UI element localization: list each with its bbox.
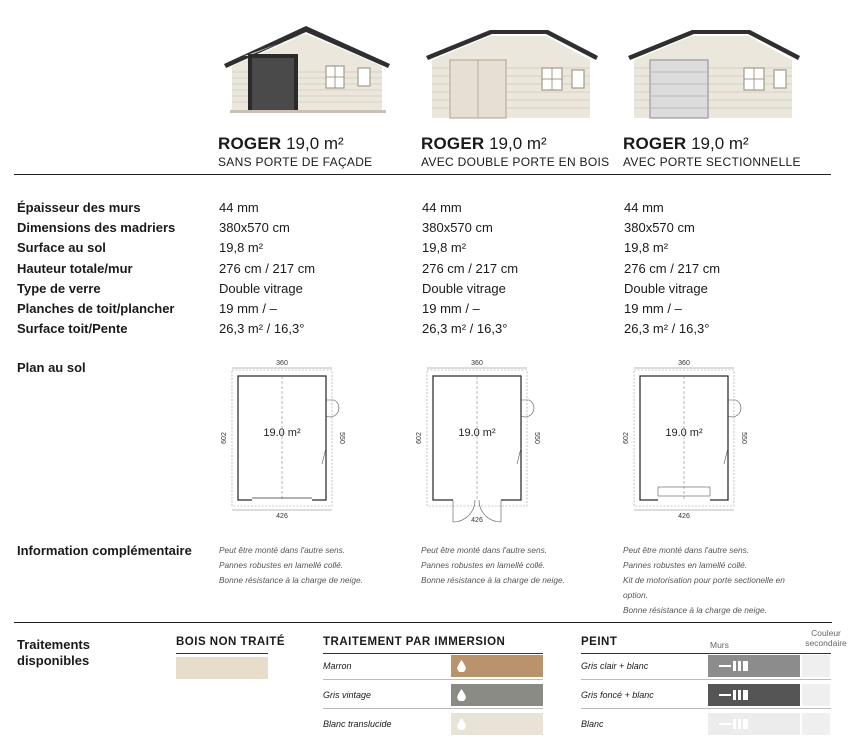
- info-column: [219, 543, 424, 588]
- immersion-marron-label: Marron: [323, 661, 352, 671]
- model-size: 19,0 m²: [691, 134, 749, 153]
- model-header: [218, 134, 418, 169]
- drop-icon: [457, 660, 466, 672]
- row-divider: [581, 679, 831, 680]
- spec-label: Dimensions des madriers: [17, 220, 176, 236]
- model-subtitle: AVEC DOUBLE PORTE EN BOIS: [421, 155, 610, 169]
- spec-row: [17, 200, 837, 220]
- paint-blanc-wall-swatch: [708, 713, 800, 735]
- model-subtitle: SANS PORTE DE FAÇADE: [218, 155, 373, 169]
- paint-blanc-label: Blanc: [581, 719, 604, 729]
- spec-value: 44 mm: [624, 200, 664, 215]
- info-line: Bonne résistance à la charge de neige.: [421, 575, 565, 585]
- plan-inner-label: 550: [338, 432, 345, 444]
- paint-blanc-secondary-swatch: [802, 713, 830, 735]
- plan-inner-label: 550: [740, 432, 747, 444]
- floor-plan-sectional-door: [614, 356, 754, 526]
- plan-inner-label: 550: [533, 432, 540, 444]
- immersion-blanc-translucide-label: Blanc translucide: [323, 719, 392, 729]
- immersion-separator: [323, 653, 543, 654]
- treatments-label: [17, 637, 90, 669]
- drop-icon: [457, 689, 466, 701]
- treatments-label-line: disponibles: [17, 653, 90, 668]
- spec-row: [17, 220, 837, 240]
- plan-bottom-label: 426: [471, 517, 483, 524]
- spec-value: 380x570 cm: [219, 220, 290, 236]
- spec-label: Planches de toit/plancher: [17, 301, 175, 316]
- row-divider: [323, 679, 543, 680]
- plan-depth-label: 602: [623, 432, 630, 444]
- spec-value: Double vitrage: [422, 280, 506, 296]
- model-size: 19,0 m²: [489, 134, 547, 153]
- model-header: [421, 134, 621, 169]
- spec-label: Hauteur totale/mur: [17, 260, 133, 276]
- paint-title: PEINT: [581, 636, 618, 648]
- row-divider: [581, 708, 831, 709]
- spec-value: 276 cm / 217 cm: [219, 260, 316, 276]
- spec-row: [17, 301, 837, 321]
- plan-width-label: 360: [276, 360, 288, 367]
- spec-value: 380x570 cm: [422, 220, 493, 236]
- header-divider: [14, 174, 831, 175]
- paint-murs-label: Murs: [710, 640, 729, 650]
- house-illustration-open: [218, 6, 398, 128]
- paint-separator: [581, 653, 831, 654]
- immersion-title: TRAITEMENT PAR IMMERSION: [323, 636, 506, 648]
- model-size: 19,0 m²: [286, 134, 344, 153]
- spec-value: 380x570 cm: [624, 220, 695, 236]
- paint-roller-icon: [719, 660, 749, 672]
- paint-gris-clair-label: Gris clair + blanc: [581, 661, 649, 671]
- immersion-marron-swatch: [451, 655, 543, 677]
- immersion-blanc-translucide-swatch: [451, 713, 543, 735]
- floor-plan-label: Plan au sol: [17, 360, 86, 375]
- model-header: [623, 134, 823, 169]
- info-line: Peut être monté dans l'autre sens.: [623, 545, 750, 555]
- info-column: [421, 543, 626, 588]
- spec-value: Double vitrage: [219, 280, 303, 296]
- spec-value: 276 cm / 217 cm: [624, 260, 721, 276]
- spec-value: 19 mm / –: [624, 301, 682, 316]
- info-line: Peut être monté dans l'autre sens.: [219, 545, 346, 555]
- info-line: Pannes robustes en lamellé collé.: [219, 560, 344, 570]
- spec-value: 44 mm: [422, 200, 462, 215]
- info-line: Peut être monté dans l'autre sens.: [421, 545, 548, 555]
- spec-value: Double vitrage: [624, 280, 708, 296]
- plan-width-label: 360: [678, 360, 690, 367]
- immersion-gris-vintage-swatch: [451, 684, 543, 706]
- immersion-gris-vintage-label: Gris vintage: [323, 690, 372, 700]
- spec-value: 26,3 m² / 16,3°: [219, 321, 305, 337]
- paint-roller-icon: [719, 689, 749, 701]
- paint-gris-clair-wall-swatch: [708, 655, 800, 677]
- paint-gris-clair-secondary-swatch: [802, 655, 830, 677]
- treatments-divider: [14, 622, 832, 623]
- plan-area-label: 19.0 m²: [458, 427, 496, 439]
- spec-value: 19,8 m²: [219, 240, 264, 256]
- info-line: Pannes robustes en lamellé collé.: [623, 560, 748, 570]
- paint-secondary-label-line: Couleur: [811, 628, 841, 638]
- info-line: Bonne résistance à la charge de neige.: [623, 605, 767, 615]
- paint-gris-fonce-label: Gris foncé + blanc: [581, 690, 654, 700]
- info-line: option.: [623, 590, 648, 600]
- info-label: Information complémentaire: [17, 543, 192, 558]
- spec-label: Type de verre: [17, 280, 101, 296]
- model-name: ROGER: [218, 134, 282, 153]
- model-subtitle: AVEC PORTE SECTIONNELLE: [623, 155, 801, 169]
- spec-value: 19,8 m²: [422, 240, 467, 256]
- plan-width-label: 360: [471, 360, 483, 367]
- house-illustration-double-door: [420, 6, 600, 128]
- spec-value: 276 cm / 217 cm: [422, 260, 519, 276]
- model-name: ROGER: [623, 134, 687, 153]
- untreated-wood-swatch: [176, 657, 268, 679]
- plan-area-label: 19.0 m²: [665, 427, 703, 439]
- floor-plan-double-door: [407, 356, 547, 526]
- paint-secondary-label-line: secondaire: [805, 638, 847, 648]
- untreated-separator: [176, 653, 268, 654]
- paint-gris-fonce-secondary-swatch: [802, 684, 830, 706]
- plan-area-label: 19.0 m²: [263, 427, 301, 439]
- paint-gris-fonce-wall-swatch: [708, 684, 800, 706]
- paint-roller-icon: [719, 718, 749, 730]
- drop-icon: [457, 718, 466, 730]
- floor-plan-open: [212, 356, 352, 526]
- spec-value: 19 mm / –: [219, 301, 277, 316]
- spec-row: [17, 240, 837, 260]
- paint-secondary-label: [800, 628, 852, 648]
- spec-row: [17, 281, 837, 301]
- house-illustration-sectional-door: [622, 6, 802, 128]
- spec-value: 26,3 m² / 16,3°: [422, 321, 508, 337]
- row-divider: [323, 708, 543, 709]
- spec-label: Surface au sol: [17, 240, 106, 256]
- info-line: Kit de motorisation pour porte sectionelle en: [623, 575, 785, 585]
- untreated-title: BOIS NON TRAITÉ: [176, 636, 286, 648]
- model-name: ROGER: [421, 134, 485, 153]
- plan-bottom-label: 426: [678, 513, 690, 520]
- spec-label: Surface toit/Pente: [17, 321, 128, 337]
- plan-bottom-label: 426: [276, 513, 288, 520]
- spec-value: 26,3 m² / 16,3°: [624, 321, 710, 337]
- spec-value: 19,8 m²: [624, 240, 669, 256]
- info-line: Pannes robustes en lamellé collé.: [421, 560, 546, 570]
- plan-depth-label: 602: [221, 432, 228, 444]
- spec-value: 19 mm / –: [422, 301, 480, 316]
- info-column: [623, 543, 828, 618]
- spec-value: 44 mm: [219, 200, 259, 215]
- treatments-label-line: Traitements: [17, 637, 90, 652]
- plan-depth-label: 602: [416, 432, 423, 444]
- spec-row: [17, 261, 837, 281]
- spec-row: [17, 321, 837, 341]
- spec-label: Épaisseur des murs: [17, 200, 141, 215]
- info-line: Bonne résistance à la charge de neige.: [219, 575, 363, 585]
